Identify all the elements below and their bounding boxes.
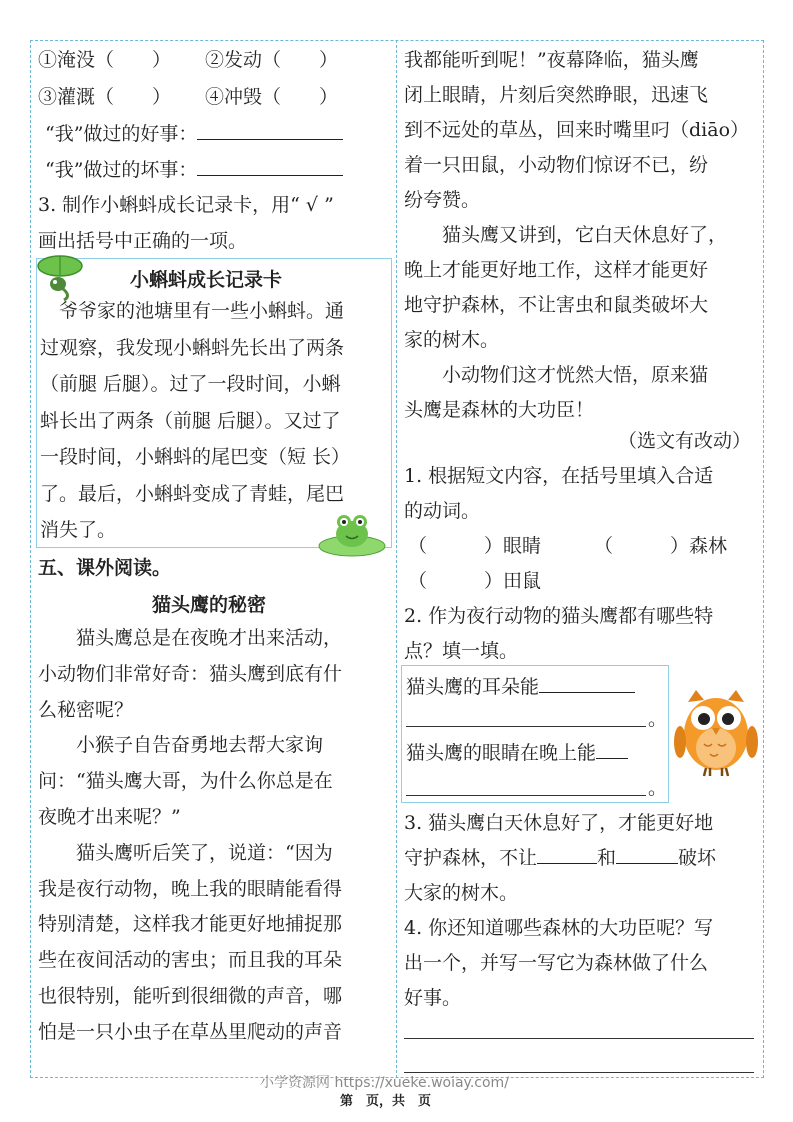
bad-deed-blank[interactable] [197,157,343,176]
story-text-line: 猫头鹰听后笑了，说道：“因为 [38,841,333,864]
card-text-line: 消失了。 [40,519,117,541]
owl-icon [674,688,758,780]
owl-ears-prompt [406,674,635,700]
owl-eyes-answer-line[interactable] [406,795,646,796]
good-deed-blank[interactable] [197,121,343,140]
story-text-line: 小动物们非常好奇：猫头鹰到底有什 [38,662,343,685]
question-3-right-line-3: 大家的树木。 [404,882,519,904]
story-text-line: 纷夸赞。 [404,189,481,211]
question-4-line-2: 出一个，并写一写它为森林做了什么 [404,952,709,974]
answer-blank-mouse[interactable]: （ ）田鼠 [408,570,542,592]
q3-blank-1[interactable] [537,845,597,864]
question-3-line-1: 3. 制作小蝌蚪成长记录卡，用“ √ ” [38,194,334,216]
story-text-line: 小动物们这才恍然大悟，原来猫 [404,364,709,386]
watermark: 小学资源网 https://xueke.woiay.com/ [260,1075,509,1091]
word-option-3: ③灌溉（ ） [38,86,172,108]
bad-deed-prompt [45,157,343,183]
question-1-line-2: 的动词。 [404,500,481,522]
story-text-line: 我都能听到呢！”夜幕降临，猫头鹰 [404,49,699,71]
word-option-4: ④冲毁（ ） [205,86,339,108]
owl-ears-blank[interactable] [539,674,635,693]
owl-eyes-prompt [406,740,628,766]
story-text-line: 晚上才能更好地工作，这样才能更好 [404,259,709,281]
section-title: 五、课外阅读。 [38,557,172,579]
q3-text-a: 守护森林，不让 [404,847,538,869]
story-title: 猫头鹰的秘密 [152,594,267,616]
question-1-line-1: 1. 根据短文内容，在括号里填入合适 [404,465,714,487]
card-text-line: 过观察，我发现小蝌蚪先长出了两条 [40,336,345,359]
page-number: 第 页，共 页 [340,1094,432,1109]
question-3-line-2: 画出括号中正确的一项。 [38,230,248,252]
owl-ears-label: 猫头鹰的耳朵能 [406,676,540,698]
story-text-line: 猫头鹰总是在夜晚才出来活动， [38,627,343,649]
story-text-line: 问：“猫头鹰大哥，为什么你总是在 [38,770,333,793]
story-text-line: 着一只田鼠，小动物们惊讶不已，纷 [404,154,709,176]
story-text-line: 家的树木。 [404,329,500,351]
story-text-line: 些在夜间活动的害虫；而且我的耳朵 [38,949,343,972]
column-divider [396,40,397,1078]
story-text-line: 夜晚才出来呢？” [38,806,181,828]
owl-eyes-label: 猫头鹰的眼睛在晚上能 [406,742,597,764]
story-text-line: 特别清楚，这样我才能更好地捕捉那 [38,913,343,936]
story-text-line: 也很特别，能听到很细微的声音，哪 [38,985,343,1007]
answer-blank-eyes[interactable]: （ ）眼睛 [408,535,542,557]
story-text-line: 小猴子自告奋勇地去帮大家询 [38,734,324,757]
story-text-line: 头鹰是森林的大功臣！ [404,399,595,421]
word-option-1: ①淹没（ ） [38,49,172,71]
good-deed-prompt [45,121,343,147]
source-note: （选文有改动） [618,430,752,452]
card-text-line: 蚪长出了两条（前腿 后腿）。又过了 [40,409,341,432]
question-3-right-line-1: 3. 猫头鹰白天休息好了，才能更好地 [404,812,714,834]
card-text-line: 一段时间，小蝌蚪的尾巴变（短 长） [40,446,351,468]
story-text-line: 猫头鹰又讲到，它白天休息好了， [404,224,728,246]
answer-blank-forest[interactable]: （ ）森林 [594,535,728,557]
good-deed-label: “我”做过的好事： [45,123,198,145]
tadpole-leaf-icon [34,252,86,302]
question-4-line-3: 好事。 [404,987,462,1009]
question-4-line-1: 4. 你还知道哪些森林的大功臣呢？写 [404,917,714,939]
q3-text-c: 破坏 [678,847,717,869]
story-text-line: 怕是一只小虫子在草丛里爬动的声音 [38,1020,343,1043]
card-text-line: （前腿 后腿）。过了一段时间，小蝌 [40,373,341,395]
story-text-line: 么秘密呢？ [38,698,134,721]
story-text-line: 我是夜行动物，晚上我的眼睛能看得 [38,877,343,900]
question-2-line-1: 2. 作为夜行动物的猫头鹰都有哪些特 [404,605,714,627]
frog-icon [318,506,386,558]
owl-eyes-blank[interactable] [596,740,628,759]
period-1: 。 [648,708,668,730]
question-3-right-line-2 [404,845,716,871]
owl-ears-answer-line[interactable] [406,726,646,727]
card-text-line: 爷爷家的池塘里有一些小蝌蚪。通 [40,300,345,322]
q3-blank-2[interactable] [616,845,678,864]
story-text-line: 地守护森林，不让害虫和鼠类破坏大 [404,294,709,316]
card-title: 小蝌蚪成长记录卡 [130,269,283,291]
q4-answer-line-1[interactable] [404,1038,754,1039]
period-2: 。 [648,777,668,799]
word-option-2: ②发动（ ） [205,49,339,71]
question-2-line-2: 点？填一填。 [404,640,519,662]
story-text-line: 闭上眼睛，片刻后突然睁眼，迅速飞 [404,84,709,106]
story-text-line: 到不远处的草丛，回来时嘴里叼（diāo） [404,119,750,141]
bad-deed-label: “我”做过的坏事： [45,159,198,181]
card-text-line: 了。最后，小蝌蚪变成了青蛙，尾巴 [40,482,345,505]
q3-text-b: 和 [597,847,617,869]
